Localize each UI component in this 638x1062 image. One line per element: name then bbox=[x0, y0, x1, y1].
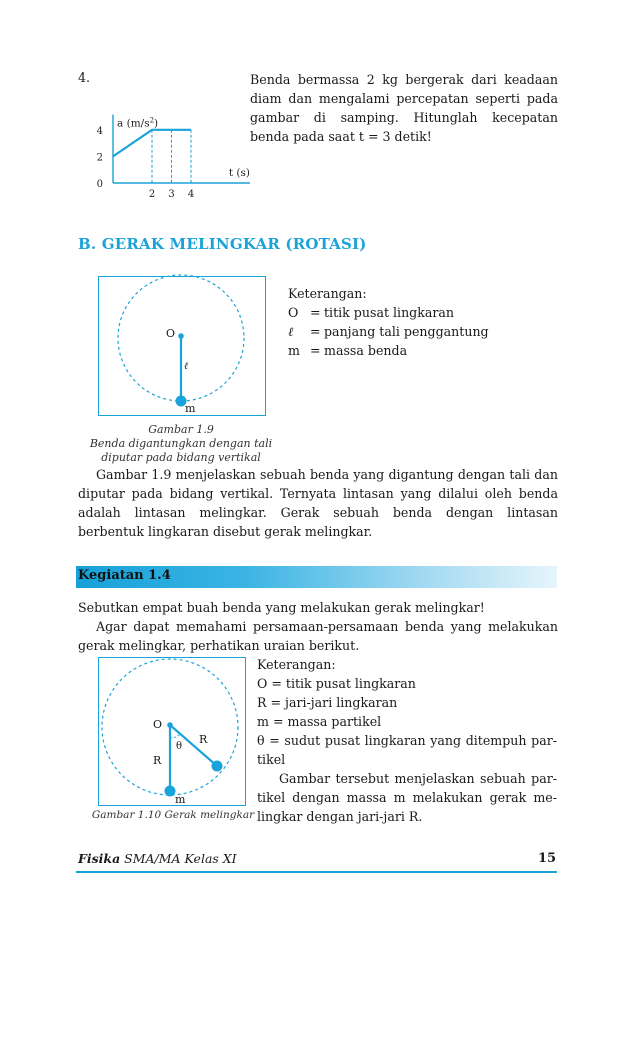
paragraph-2: Sebutkan empat buah benda yang melakukan gerak melingkar! bbox=[78, 600, 485, 615]
legend-key: O bbox=[288, 305, 299, 320]
legend-desc: panjang tali penggantung bbox=[324, 324, 489, 339]
desc-line: tikel dengan massa m melakukan gerak me- bbox=[257, 790, 557, 805]
label-O: O bbox=[166, 327, 176, 340]
footer-book-title bbox=[78, 851, 237, 866]
footer-level: SMA/MA Kelas XI bbox=[120, 851, 237, 866]
desc-line: lingkar dengan jari-jari R. bbox=[257, 809, 423, 824]
footer-divider bbox=[76, 871, 557, 873]
label-R-angled: R bbox=[199, 733, 208, 746]
paragraph-1: Gambar 1.9 menjelaskan sebuah benda yang digantung dengan tali dan diputar pada bidang vertikal. Ternyata lintasan yang dilalui oleh benda adalah lintasan melingkar. Gerak sebuah benda dengan lintasan berbentuk lingkaran disebut gerak melingkar. bbox=[78, 467, 558, 539]
label-m: m bbox=[175, 793, 186, 806]
legend-row bbox=[288, 341, 489, 360]
figure-1-9-box bbox=[98, 276, 266, 416]
page-number: 15 bbox=[538, 851, 557, 866]
legend-item: O = titik pusat lingkaran bbox=[257, 676, 416, 691]
angle-arc bbox=[170, 734, 180, 738]
center-point bbox=[178, 333, 184, 339]
label-theta: θ bbox=[176, 741, 183, 752]
legend-desc: titik pusat lingkaran bbox=[324, 305, 455, 320]
label-l: ℓ bbox=[184, 361, 189, 372]
legend-eq: = bbox=[310, 305, 321, 320]
legend-1-10 bbox=[257, 655, 557, 826]
desc-line: Gambar tersebut menjelaskan sebuah par- bbox=[279, 771, 557, 786]
question-text: Benda bermassa 2 kg bergerak dari keadaan diam dan mengalami percepatan seperti pada gambar di samping. Hitunglah kecepatan benda pada saat t = 3 detik! bbox=[250, 72, 558, 144]
y-axis-label: a $(m/s^2)$ bbox=[117, 116, 159, 130]
legend-item: R = jari-jari lingkaran bbox=[257, 695, 398, 710]
label-m: m bbox=[185, 402, 196, 415]
legend-item-cont: tikel bbox=[257, 752, 286, 767]
acceleration-chart bbox=[85, 68, 250, 203]
pendulum-circle-diagram bbox=[99, 277, 265, 415]
legend-eq: = bbox=[310, 324, 321, 339]
caption-title: Gambar 1.9 bbox=[148, 423, 214, 436]
y-tick-label: 4 bbox=[96, 125, 103, 137]
legend-title: Keterangan: bbox=[257, 657, 336, 672]
center-point bbox=[167, 722, 173, 728]
paragraph-3: Agar dapat memahami persamaan-persamaan benda yang melakukan gerak melingkar, perhatikan uraian berikut. bbox=[78, 619, 558, 653]
figure-1-10-caption: Gambar 1.10 Gerak melingkar bbox=[91, 809, 255, 821]
legend-key: ℓ bbox=[288, 324, 294, 339]
x-tick-label: 2 bbox=[148, 189, 156, 200]
caption-line-2: diputar pada bidang vertikal bbox=[101, 451, 261, 464]
legend-item: θ = sudut pusat lingkaran yang ditempuh par- bbox=[257, 733, 557, 748]
footer-subject: Fisika bbox=[78, 851, 121, 866]
legend-1-9 bbox=[288, 284, 489, 360]
kegiatan-title: Kegiatan 1.4 bbox=[78, 568, 171, 583]
x-axis-label: t (s) bbox=[228, 167, 250, 179]
mass-ball-start bbox=[165, 786, 176, 797]
section-title: B. GERAK MELINGKAR (ROTASI) bbox=[78, 235, 367, 253]
legend-item: m = massa partikel bbox=[257, 714, 382, 729]
label-R-vertical: R bbox=[153, 754, 162, 767]
origin-label: 0 bbox=[96, 179, 103, 190]
circular-motion-diagram bbox=[99, 658, 245, 805]
question-number: 4. bbox=[78, 70, 91, 85]
label-O: O bbox=[153, 718, 163, 731]
kegiatan-banner bbox=[76, 566, 557, 588]
mass-ball-end bbox=[212, 761, 223, 772]
legend-title: Keterangan: bbox=[288, 286, 367, 301]
x-tick-label: 4 bbox=[187, 189, 195, 200]
legend-eq: = bbox=[310, 343, 321, 358]
figure-1-10-box bbox=[98, 657, 246, 806]
legend-key: m bbox=[288, 343, 300, 358]
x-tick-label: 3 bbox=[168, 189, 175, 200]
y-tick-label: 2 bbox=[96, 152, 103, 164]
legend-row bbox=[288, 303, 489, 322]
legend-row bbox=[288, 322, 489, 341]
caption-line-1: Benda digantungkan dengan tali bbox=[89, 437, 273, 450]
figure-1-9-caption bbox=[88, 423, 274, 465]
legend-desc: massa benda bbox=[324, 343, 408, 358]
